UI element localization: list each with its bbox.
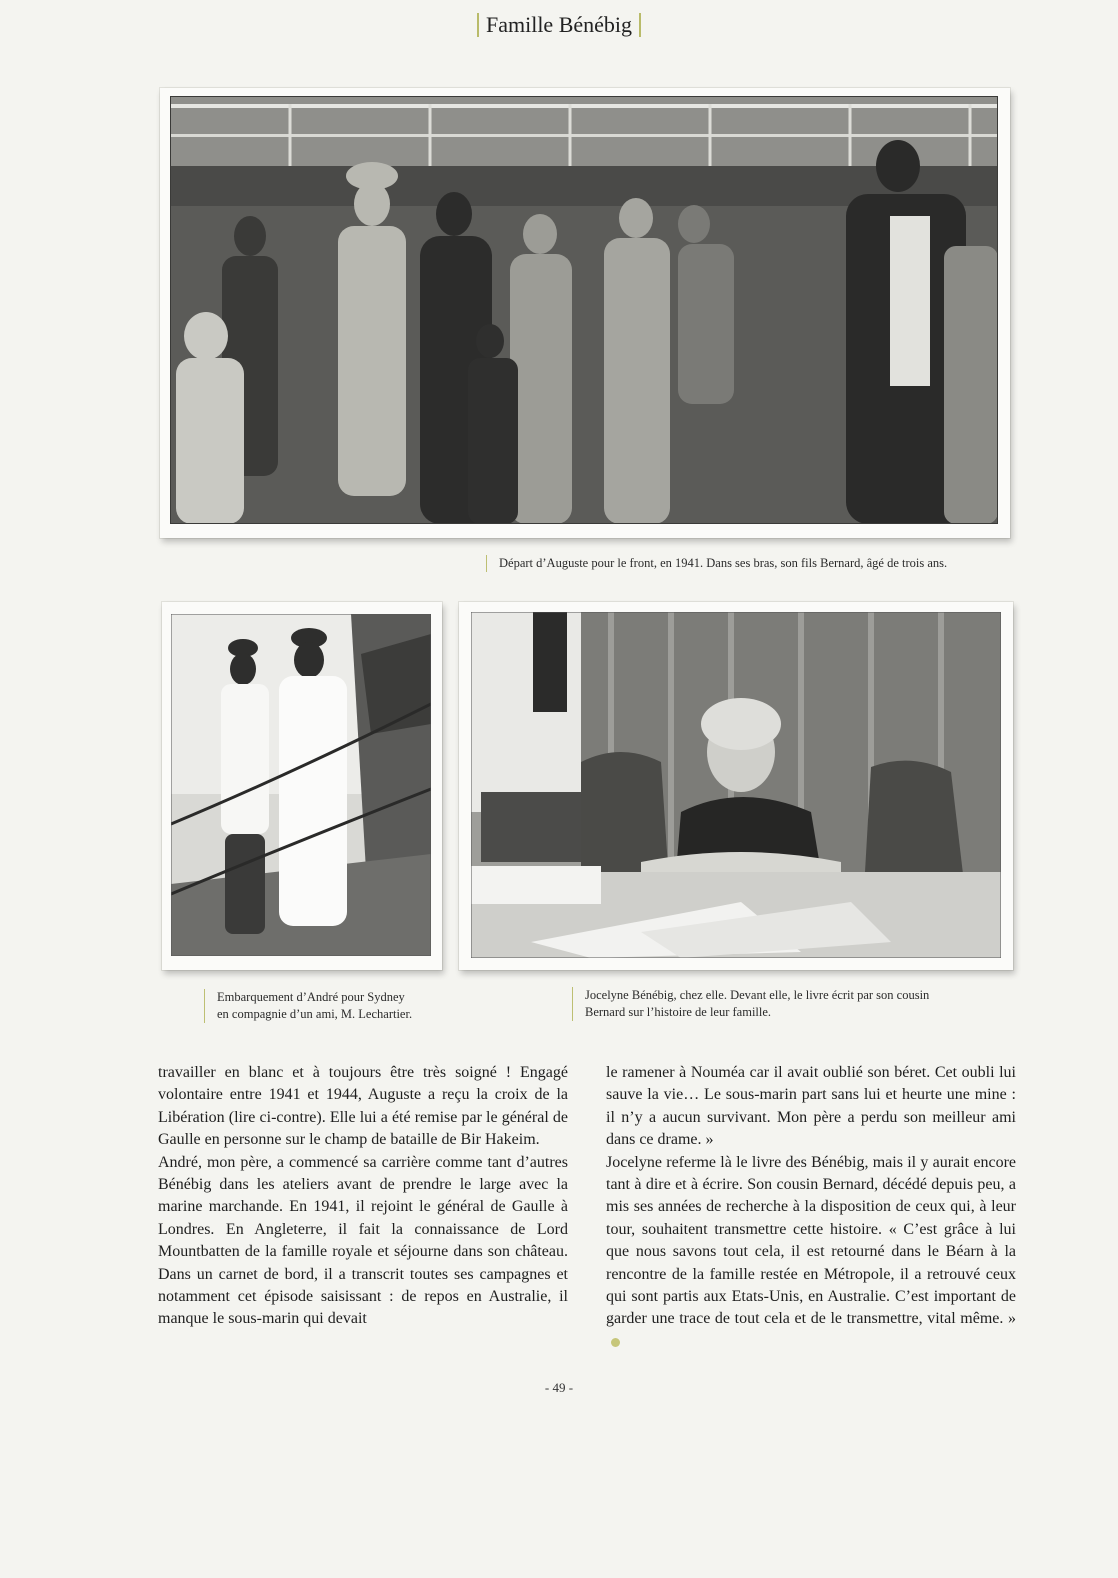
article-left-paragraph-2: André, mon père, a commencé sa carrière comme tant d’autres Bénébig dans les ateliers avant de prendre le large avec la marine marchande. En 1941, il rejoint le général de Gaulle à Londres. En Angleterre, il fait la connaissance de Lord Mountbatten de la famille royale et séjourne dans son château. Dans un carnet de bord, il a transcrit toutes ses campagnes et notamment cet épisode saisissant : de repos en Australie, il manque le sous-marin qui devait	[158, 1153, 568, 1328]
header-title: Famille Bénébig	[485, 11, 633, 37]
article-left-paragraph-1: travailler en blanc et à toujours être très soigné ! Engagé volontaire entre 1941 et 1944, Auguste a reçu la croix de la Libération (lire ci-contre). Elle lui a été remise par le général de Gaulle en personne sur le champ de bataille de Bir Hakeim.	[158, 1064, 568, 1149]
article-right-paragraph-1: le ramener à Nouméa car il avait oublié son béret. Cet oubli lui sauve la vie… Le sous-marin part sans lui et heurte une mine : il n’y a aucun survivant. Mon père a perdu son meilleur ami dans ce drame. »	[606, 1064, 1016, 1149]
bottom-right-caption-line2: Bernard sur l’histoire de leur famille.	[585, 1005, 772, 1019]
bottom-left-photo	[171, 614, 431, 956]
article-right-paragraph-2-text: Jocelyne referme là le livre des Bénébig, mais il y aurait encore tant à dire et à écrire. Son cousin Bernard, décédé depuis peu, a mis ses années de recherche à la disposition de ceux qui, à leur tour, souhaitent transmettre cette histoire. « C’est grâce à lui que nous savons tout cela, il est retourné dans le Béarn à la rencontre de la famille restée en Métropole, il a retrouvé ceux qui sont partis aux Etats-Unis, en Australie. C’est important de garder une trace de tout cela et de le transmettre, vital même. »	[606, 1153, 1016, 1328]
top-photo-frame	[160, 88, 1010, 538]
bottom-left-caption-line1: Embarquement d’André pour Sydney	[217, 990, 405, 1004]
top-photo-caption	[486, 555, 1039, 572]
bottom-right-photo-caption	[572, 987, 1035, 1021]
end-mark-dot	[611, 1338, 620, 1347]
article-column-left	[158, 1062, 568, 1331]
header-bar-left	[477, 13, 479, 37]
article-column-right	[606, 1062, 1016, 1353]
bottom-right-photo-frame	[459, 602, 1013, 970]
top-photo	[170, 96, 998, 524]
bottom-left-photo-frame	[162, 602, 442, 970]
top-photo-caption-text: Départ d’Auguste pour le front, en 1941. Dans ses bras, son fils Bernard, âgé de trois ans.	[499, 556, 948, 570]
bottom-left-photo-caption	[204, 989, 477, 1023]
page-number: - 49 -	[544, 1380, 574, 1395]
bottom-right-caption-line1: Jocelyne Bénébig, chez elle. Devant elle, le livre écrit par son cousin	[585, 988, 930, 1002]
bottom-left-caption-line2: en compagnie d’un ami, M. Lechartier.	[217, 1007, 413, 1021]
running-header	[0, 10, 1118, 38]
bottom-right-photo	[471, 612, 1001, 958]
article-right-paragraph-2	[606, 1152, 1016, 1354]
header-bar-right	[639, 13, 641, 37]
